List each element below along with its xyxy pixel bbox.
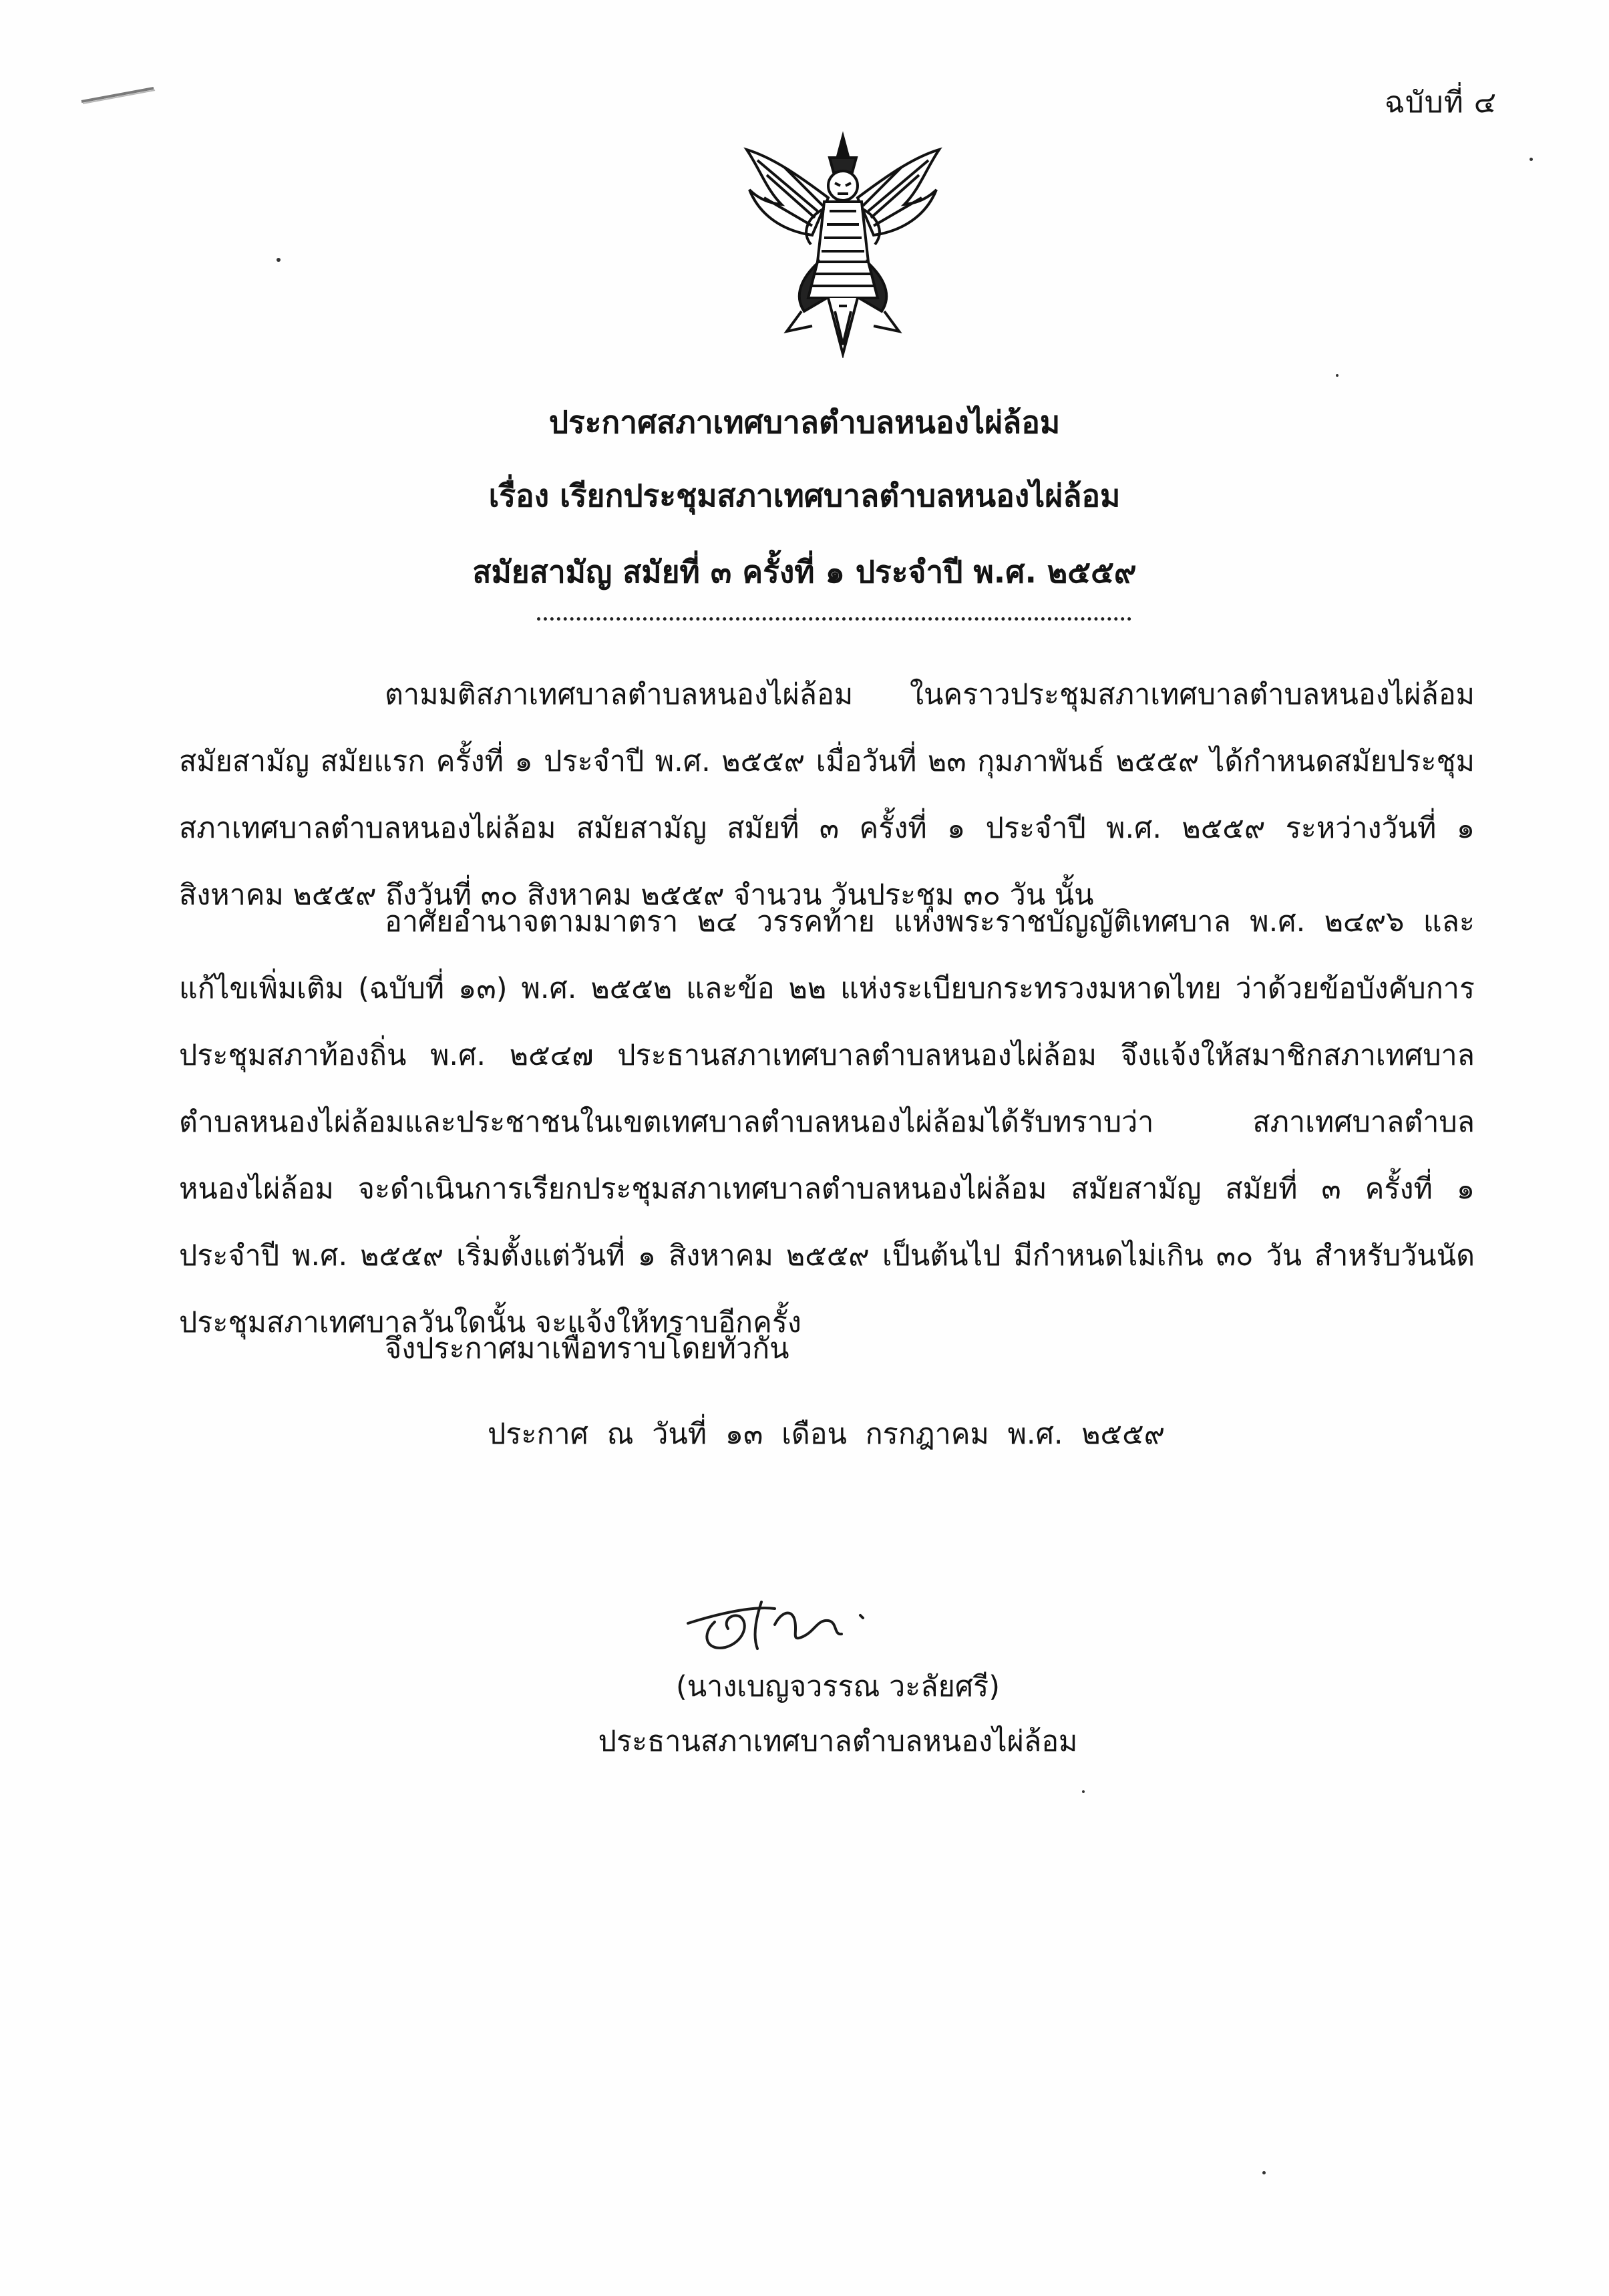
scan-speck (1530, 158, 1533, 161)
dotted-divider (537, 617, 1131, 621)
body-paragraph-1: ตามมติสภาเทศบาลตำบลหนองไผ่ล้อม ในคราวประชุมสภาเทศบาลตำบลหนองไผ่ล้อม สมัยสามัญ สมัยแรก ครั้งที่ ๑ ประจำปี พ.ศ. ๒๕๕๙ เมื่อวันที่ ๒๓ กุมภาพันธ์ ๒๕๕๙ ได้กำหนดสมัยประชุม สภาเทศบาลตำบลหนองไผ่ล้อม สมัยสามัญ สมัยที่ ๓ ครั้งที่ ๑ ประจำปี พ.ศ. ๒๕๕๙ ระหว่างวันที่ ๑ สิงหาคม ๒๕๕๙ ถึงวันที่ ๓๐ สิงหาคม ๒๕๕๙ จำนวน วันประชุม ๓๐ วัน นั้น (179, 678, 1475, 912)
copy-number: ฉบับที่ ๔ (1384, 86, 1497, 120)
signer-title: ประธานสภาเทศบาลตำบลหนองไผ่ล้อม (598, 1725, 1078, 1758)
scan-speck (1082, 1790, 1085, 1793)
announcement-title: ประกาศสภาเทศบาลตำบลหนองไผ่ล้อม (548, 404, 1061, 440)
announcement-subject: เรื่อง เรียกประชุมสภาเทศบาลตำบลหนองไผ่ล้อม (488, 478, 1121, 514)
staple-mark (79, 84, 158, 104)
body-paragraph-2: อาศัยอำนาจตามมาตรา ๒๔ วรรคท้าย แห่งพระราชบัญญัติเทศบาล พ.ศ. ๒๔๙๖ และแก้ไขเพิ่มเติม (ฉบับที่ ๑๓) พ.ศ. ๒๕๕๒ และข้อ ๒๒ แห่งระเบียบกระทรวงมหาดไทย ว่าด้วยข้อบังคับการประชุมสภาท้องถิ่น พ.ศ. ๒๕๔๗ ประธานสภาเทศบาลตำบลหนองไผ่ล้อม จึงแจ้งให้สมาชิกสภาเทศบาลตำบลหนองไผ่ล้อมและประชาชนในเขตเทศบาลตำบลหนองไผ่ล้อมได้รับทราบว่า สภาเทศบาลตำบลหนองไผ่ล้อม จะดำเนินการเรียกประชุมสภาเทศบาลตำบลหนองไผ่ล้อม สมัยสามัญ สมัยที่ ๓ ครั้งที่ ๑ ประจำปี พ.ศ. ๒๕๕๙ เริ่มตั้งแต่วันที่ ๑ สิงหาคม ๒๕๕๙ เป็นต้นไป มีกำหนดไม่เกิน ๓๐ วัน สำหรับวันนัดประชุมสภาเทศบาลวันใดนั้น จะแจ้งให้ทราบอีกครั้ง (179, 905, 1475, 1339)
scan-speck (277, 258, 281, 262)
handwritten-signature (675, 1582, 888, 1662)
closing-line: จึงประกาศมาเพื่อทราบโดยทั่วกัน (385, 1332, 789, 1365)
signer-name: (นางเบญจวรรณ วะลัยศรี) (676, 1670, 1000, 1703)
garuda-emblem-icon (737, 131, 948, 358)
session-line: สมัยสามัญ สมัยที่ ๓ ครั้งที่ ๑ ประจำปี พ.ศ. ๒๕๕๙ (472, 554, 1137, 590)
announcement-date: ประกาศ ณ วันที่ ๑๓ เดือน กรกฎาคม พ.ศ. ๒๕๕๙ (488, 1418, 1166, 1451)
scan-speck (1336, 374, 1338, 377)
scan-speck (1262, 2171, 1266, 2174)
